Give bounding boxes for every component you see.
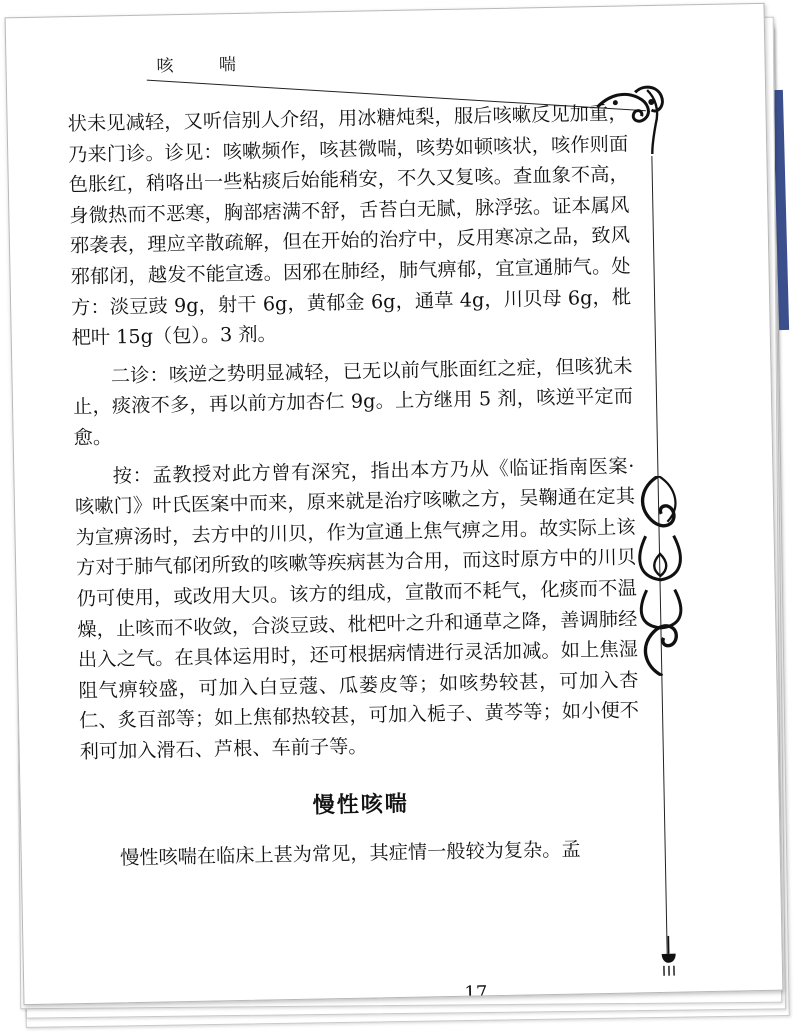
section-title: 慢性咳喘 [312, 791, 410, 820]
body-text [67, 98, 642, 874]
paragraph-second-visit: 二诊：咳逆之势明显减轻，已无以前气胀面红之症，但咳犹未止，痰液不多，再以前方加杏仁 9g。上方继用 5 剂，咳逆平定而愈。 [72, 354, 634, 450]
scroll-ornament-icon [631, 475, 691, 676]
paragraph-continued: 状未见减轻，又听信别人介绍，用冰糖炖梨，服后咳嗽反见加重，乃来门诊。诊见：咳嗽频作，咳甚微喘，咳势如顿咳状，咳作则面色胀红，稍咯出一些粘痰后始能稍安，不久又复咳。查血象不高，身微热而不恶寒，胸部痞满不舒，舌苔白无腻，脉浮弦。证本属风邪袭表，理应辛散疏解，但在开始的治疗中，反用寒凉之品，致风邪郁闭，越发不能宣透。因邪在肺经，肺气痹郁，宜宣通肺气。处方：淡豆豉 9g，射干 6g，黄郁金 6g，通草 4g，川贝母 6g，枇杷叶 15g（包）。3 剂。 [67, 101, 632, 350]
page-number: 17 [464, 982, 488, 1004]
section-first-line: 慢性咳喘在临床上甚为常见，其症情一般较为复杂。孟 [119, 837, 581, 870]
paragraph-commentary: 按：孟教授对此方曾有深究，指出本方乃从《临证指南医案·咳嗽门》叶氏医案中而来，原来就是治疗咳嗽之方，吴鞠通在定其为宣痹汤时，去方中的川贝，作为宣通上焦气痹之用。故实际上该方对于肺气郁闭所致的咳嗽等疾病甚为合用，而这时原方中的川贝仍可使用，或改用大贝。该方的组成，宣散而不耗气，化痰而不温燥，止咳而不收敛，合淡豆豉、枇杷叶之升和通草之降，善调肺经出入之气。在具体运用时，还可根据病情进行灵活加减。如上焦湿阻气痹较盛，可加入白豆蔻、瓜蒌皮等；如咳势较甚，可加入杏仁、炙百部等；如上焦郁热较甚，可加入栀子、黄芩等；如小便不利可加入滑石、芦根、车前子等。 [74, 453, 640, 763]
tassel-ornament-icon [657, 936, 680, 976]
book-page [5, 3, 784, 1005]
running-head: 咳 喘 [156, 54, 257, 77]
